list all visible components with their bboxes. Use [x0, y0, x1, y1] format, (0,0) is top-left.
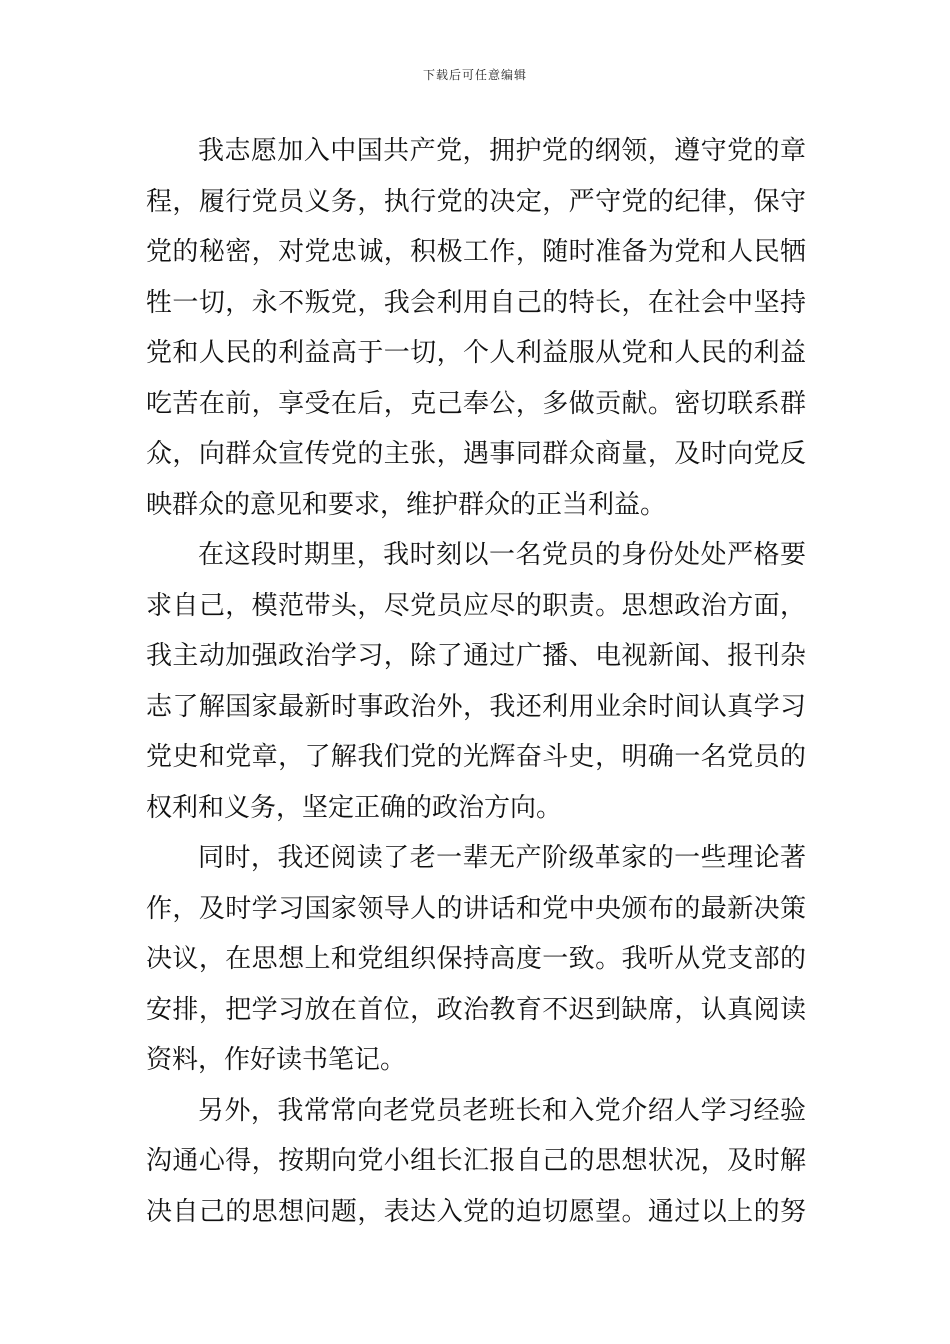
text-line: 安排，把学习放在首位，政治教育不迟到缺席，认真阅读 — [146, 994, 806, 1025]
header-note: 下载后可任意编辑 — [422, 68, 527, 82]
text-line: 映群众的意见和要求，维护群众的正当利益。 — [146, 489, 667, 520]
text-line: 党史和党章，了解我们党的光辉奋斗史，明确一名党员的 — [146, 742, 806, 772]
paragraph — [146, 833, 806, 1086]
text-line: 资料，作好读书笔记。 — [146, 1045, 407, 1075]
text-line: 牲一切，永不叛党，我会利用自己的特长，在社会中坚持 — [146, 287, 806, 318]
text-line: 决议，在思想上和党组织保持高度一致。我听从党支部的 — [146, 944, 806, 974]
text-line: 吃苦在前，享受在后，克己奉公，多做贡献。密切联系群 — [146, 388, 806, 419]
text-line: 同时，我还阅读了老一辈无产阶级革家的一些理论著 — [198, 843, 806, 873]
text-line: 党和人民的利益高于一切，个人利益服从党和人民的利益 — [146, 338, 806, 368]
text-line: 我志愿加入中国共产党，拥护党的纲领，遵守党的章 — [198, 136, 806, 166]
text-line: 决自己的思想问题，表达入党的迫切愿望。通过以上的努 — [146, 1196, 806, 1227]
body-text — [146, 126, 806, 1237]
text-line: 沟通心得，按期向党小组长汇报自己的思想状况，及时解 — [146, 1146, 806, 1176]
text-line: 权利和义务，坚定正确的政治方向。 — [146, 792, 563, 823]
text-line: 在这段时期里，我时刻以一名党员的身份处处严格要 — [198, 540, 806, 570]
paragraph — [146, 126, 806, 530]
text-line: 作，及时学习国家领导人的讲话和党中央颁布的最新决策 — [146, 893, 806, 924]
text-line: 我主动加强政治学习，除了通过广播、电视新闻、报刊杂 — [146, 641, 806, 671]
text-line: 众，向群众宣传党的主张，遇事同群众商量，及时向党反 — [146, 439, 806, 469]
text-line: 党的秘密，对党忠诚，积极工作，随时准备为党和人民牺 — [146, 237, 806, 267]
text-line: 求自己，模范带头，尽党员应尽的职责。思想政治方面， — [146, 590, 806, 621]
text-line: 程，履行党员义务，执行党的决定，严守党的纪律，保守 — [146, 186, 806, 217]
text-line: 另外，我常常向老党员老班长和入党介绍人学习经验 — [198, 1095, 806, 1126]
paragraph — [146, 1086, 806, 1238]
text-line: 志了解国家最新时事政治外，我还利用业余时间认真学习 — [146, 691, 806, 722]
paragraph — [146, 530, 806, 833]
